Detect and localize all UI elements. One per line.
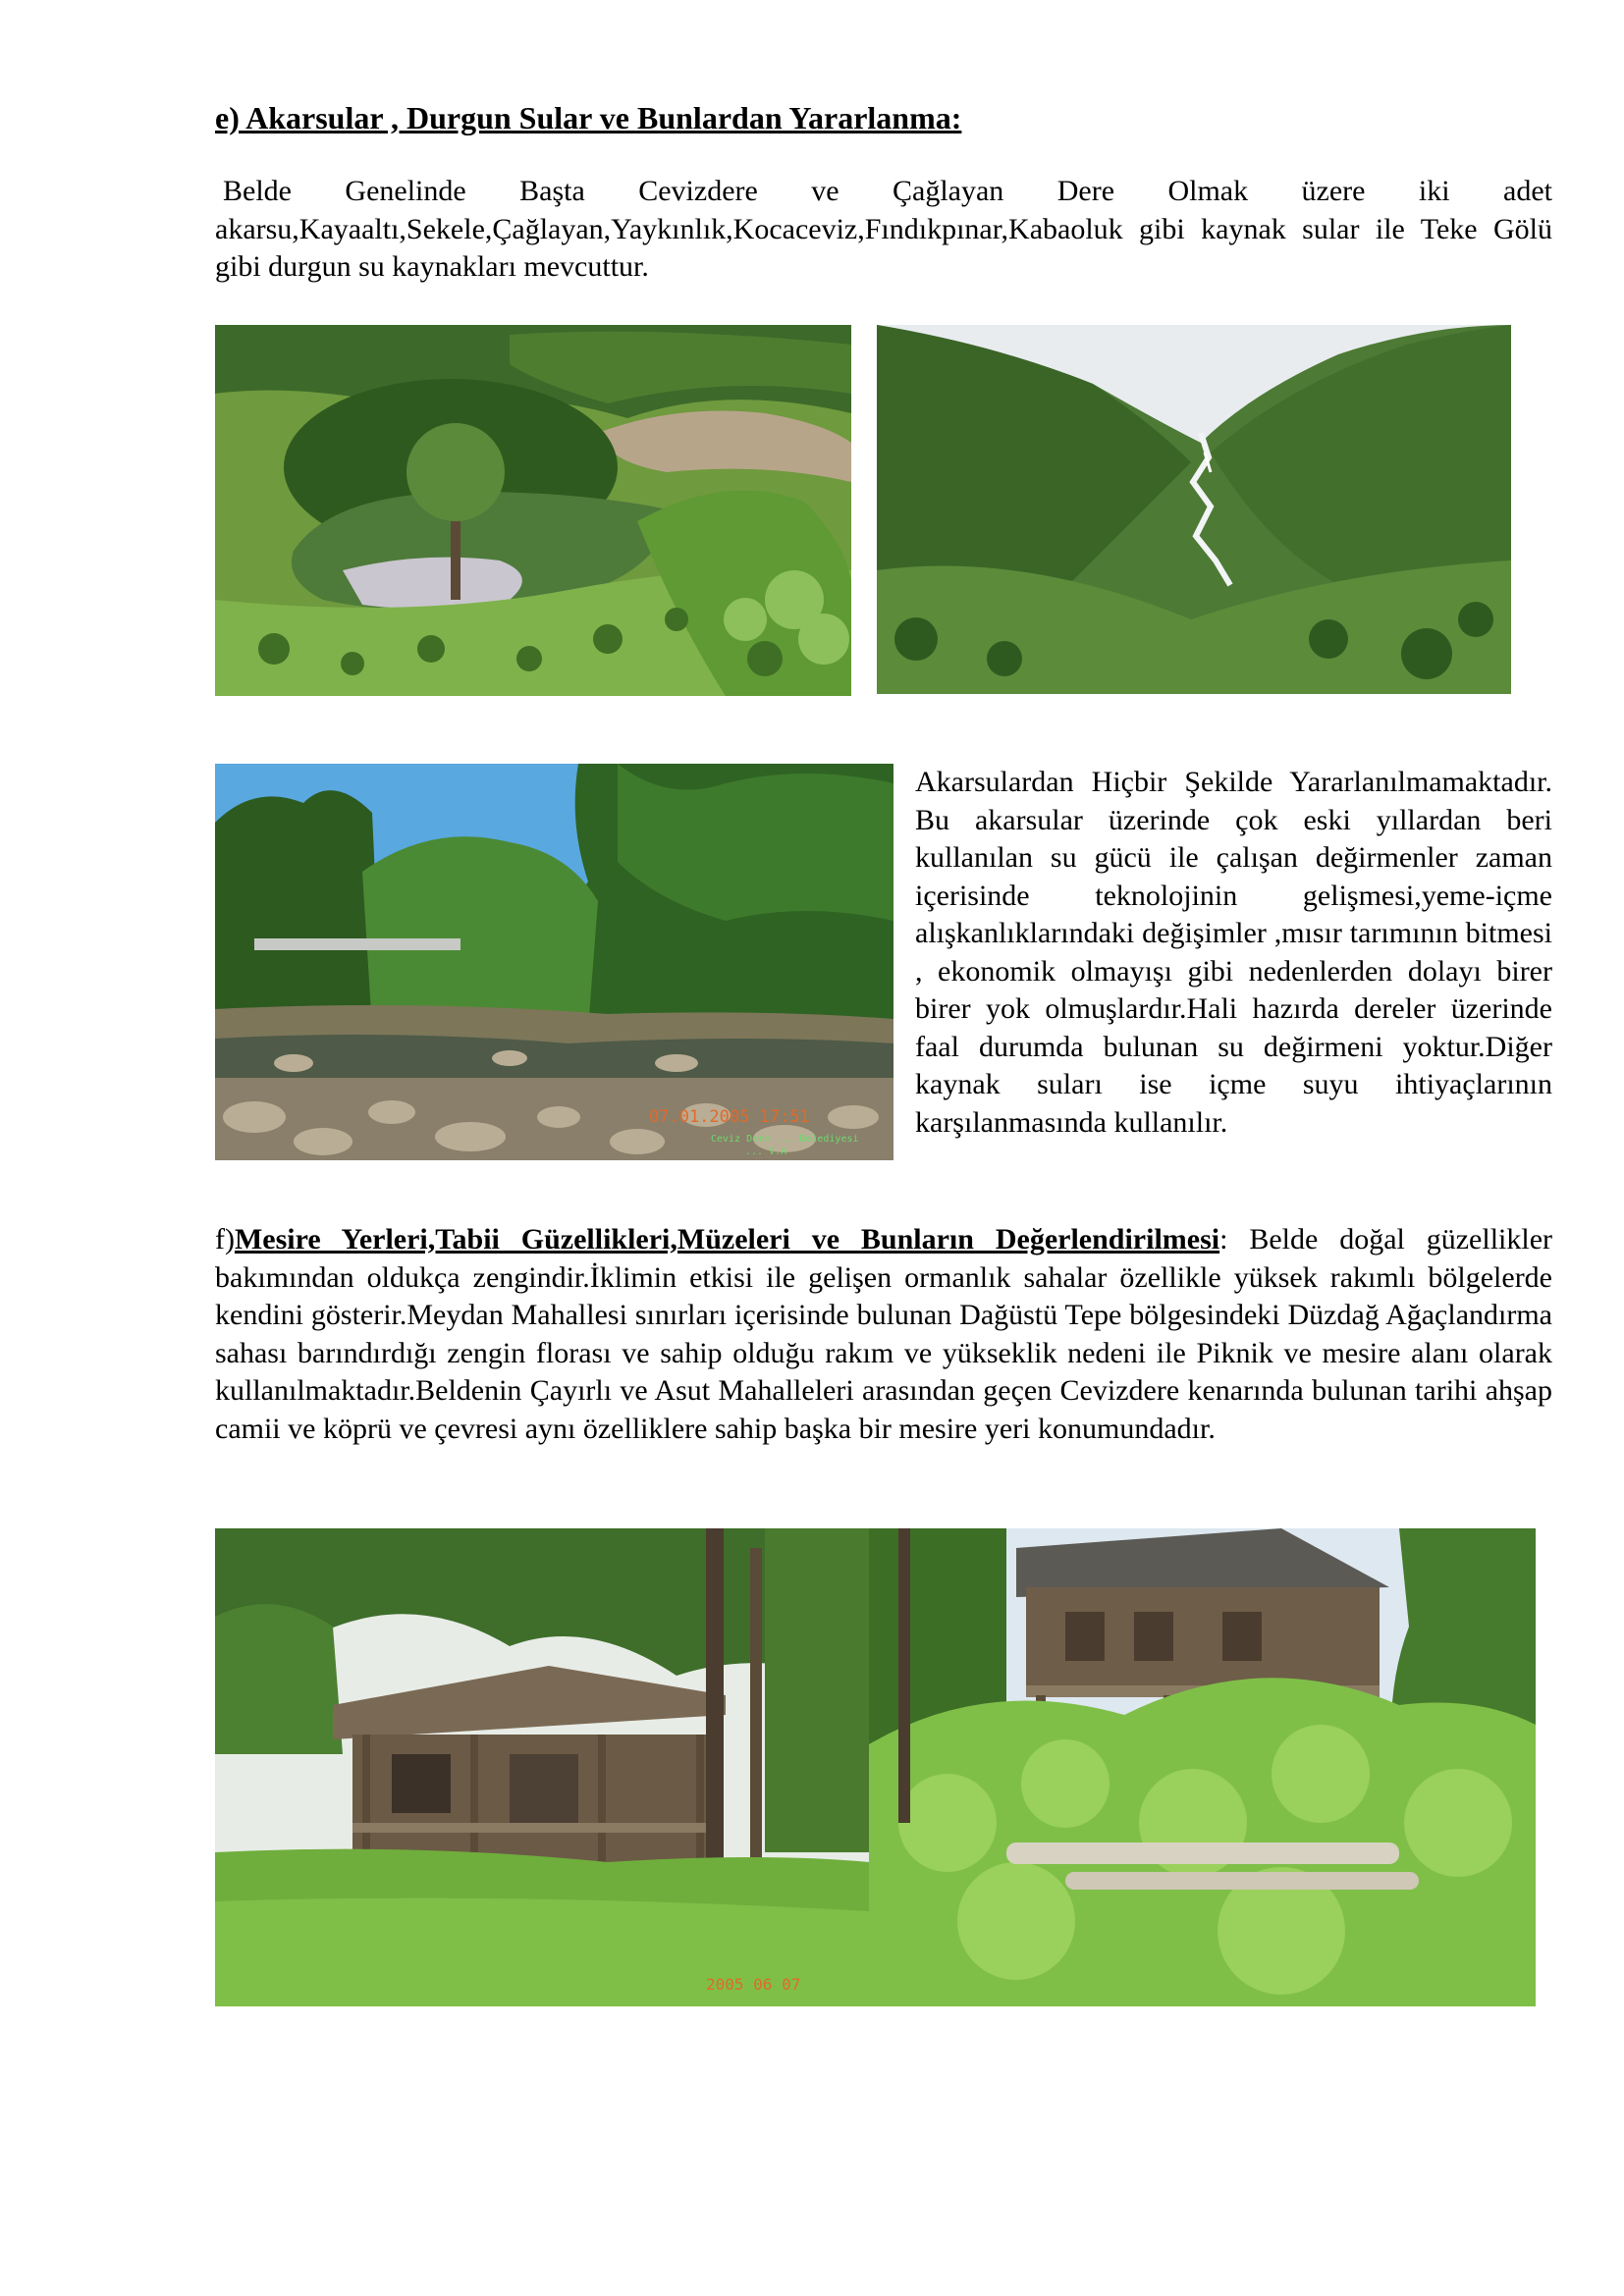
section-e-intro-text: Belde Genelinde Başta Cevizdere ve Çağlayan Dere Olmak üzere iki adet akarsu,Kayaaltı,Sekele,Çağlayan,Yaykınlık,Kocaceviz,Fındıkpınar,Kabaoluk gibi kaynak sular ile Teke Gölü gibi durgun su kaynakları mevcuttur. bbox=[215, 175, 1552, 283]
section-f-paragraph bbox=[215, 1221, 1552, 1448]
wooden-house-photo bbox=[869, 1528, 1536, 2006]
waterfall-photo bbox=[877, 325, 1511, 694]
stream-illustration bbox=[215, 764, 893, 1160]
waterfall-illustration bbox=[877, 325, 1511, 694]
section-f-heading: Mesire Yerleri,Tabii Güzellikleri,Müzeleri ve Bunların Değerlendirilmesi bbox=[234, 1223, 1220, 1255]
section-e-heading: e) Akarsular , Durgun Sular ve Bunlardan Yararlanma: bbox=[215, 100, 962, 135]
section-e-intro bbox=[215, 173, 1552, 287]
wooden-mosque-photo bbox=[215, 1528, 869, 2006]
pond-illustration bbox=[215, 325, 851, 696]
wooden-house-illustration bbox=[869, 1528, 1536, 2006]
mosque-date-stamp: 2005 06 07 bbox=[706, 1975, 801, 1994]
stream-photo bbox=[215, 764, 893, 1160]
stream-caption-line-1: Ceviz Dere ... Belediyesi bbox=[711, 1134, 859, 1145]
section-e-side-text: Akarsulardan Hiçbir Şekilde Yararlanılmamaktadır. Bu akarsular üzerinde çok eski yıllardan beri kullanılan su gücü ile çalışan değirmenler zaman içerisinde teknolojinin gelişmesi,yeme-içme alışkanlıklarındaki değişimler ,mısır tarımının bitmesi , ekonomik olmayışı gibi nedenlerden dolayı birer birer yok olmuşlardır.Hali hazırda dereler üzerinde faal durumda bulunan su değirmeni yoktur.Diğer kaynak suları ise içme suyu ihtiyaçlarının karşılanmasında kullanılır. bbox=[915, 766, 1552, 1139]
stream-caption-line-2: ... V.A bbox=[745, 1147, 787, 1157]
section-f-colon: : bbox=[1219, 1223, 1228, 1255]
section-f-prefix: f) bbox=[215, 1223, 235, 1255]
stream-date-stamp: 07.01.2005 17:51 bbox=[649, 1107, 810, 1127]
section-f-body: Belde doğal güzellikler bakımından oldukça zengindir.İklimin etkisi ile gelişen ormanlık sahalar özellikle yüksek rakımlı bölgelerde kendini gösterir.Meydan Mahallesi sınırları içerisinde bulunan Dağüstü Tepe bölgesindeki Düzdağ Ağaçlandırma sahası barındırdığı zengin florası ve sahip olduğu rakım ve yükseklik nedeni ile Piknik ve mesire alanı olarak kullanılmaktadır.Beldenin Çayırlı ve Asut Mahalleleri arasından geçen Cevizdere kenarında bulunan tarihi ahşap camii ve köprü ve çevresi aynı özelliklere sahip başka bir mesire yeri konumundadır. bbox=[215, 1223, 1553, 1445]
wooden-mosque-illustration bbox=[215, 1528, 869, 2006]
pond-photo bbox=[215, 325, 851, 696]
